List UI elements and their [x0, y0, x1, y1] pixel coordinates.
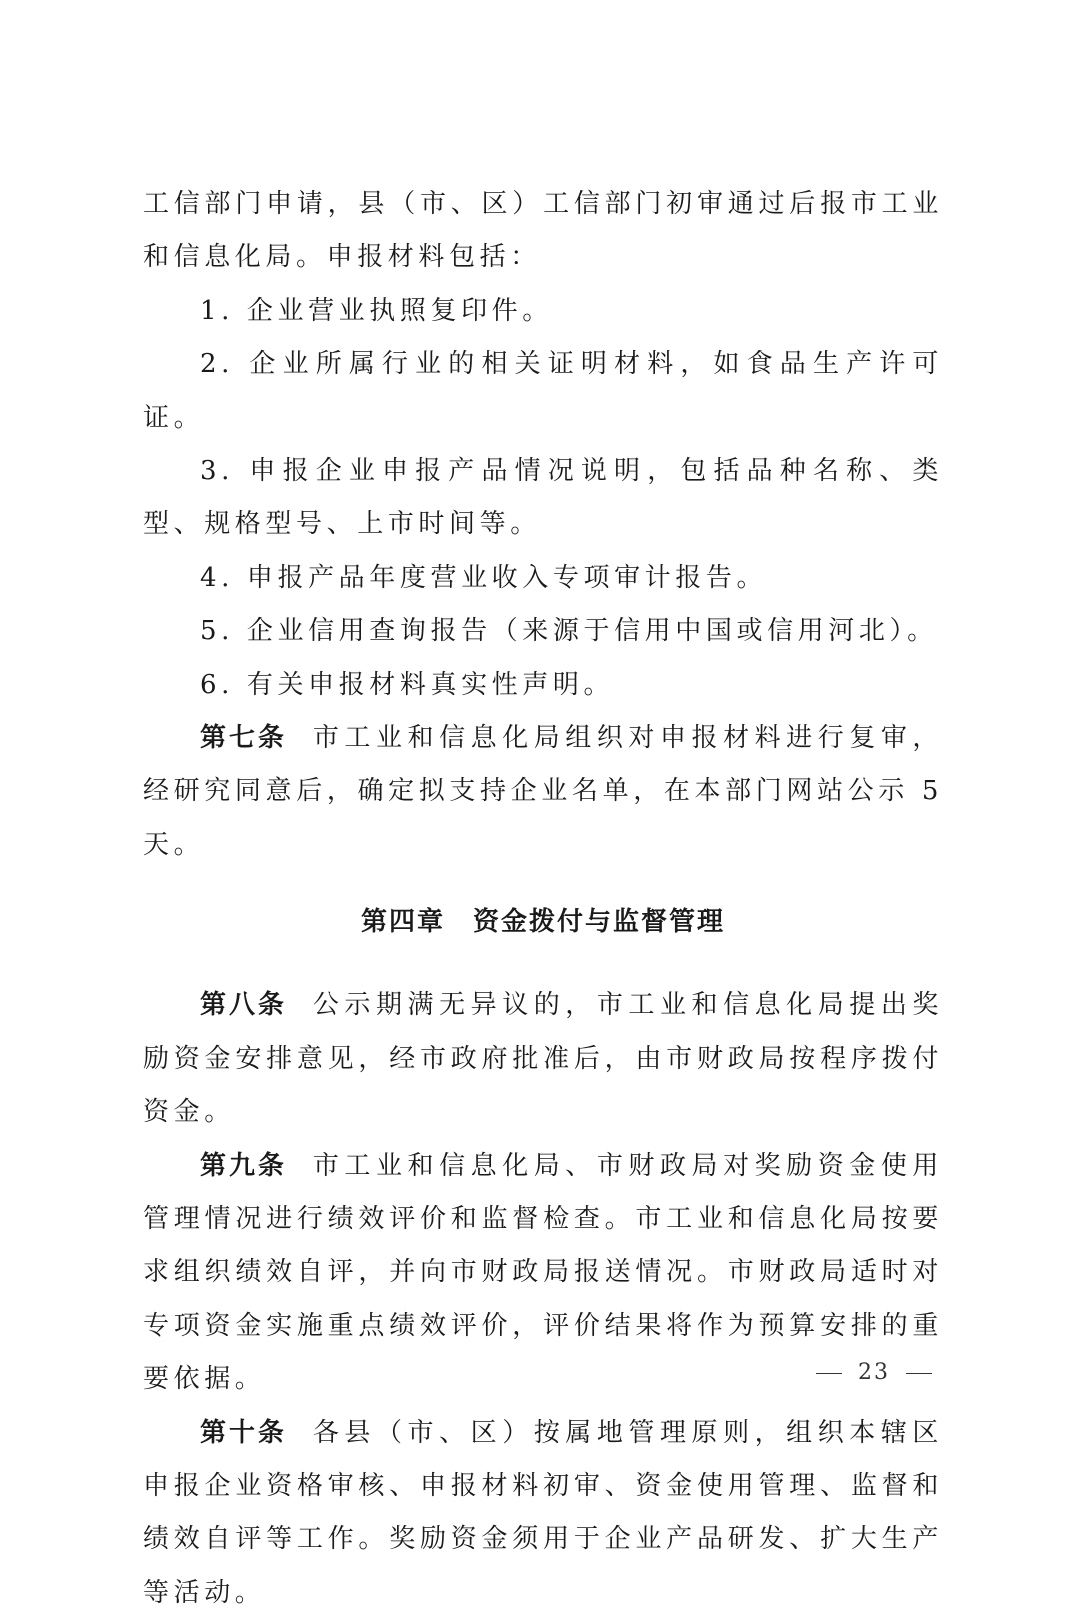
article-label: 第七条 [200, 723, 287, 754]
list-item: 2. 企业所属行业的相关证明材料，如食品生产许可证。 [143, 349, 943, 433]
paragraph-intro: 工信部门申请，县（市、区）工信部门初审通过后报市工业和信息化局。申报材料包括： [143, 189, 943, 273]
list-item: 1. 企业营业执照复印件。 [200, 295, 553, 326]
list-item: 5. 企业信用查询报告（来源于信用中国或信用河北）。 [200, 616, 938, 647]
dash-right [906, 1373, 932, 1374]
article-label: 第八条 [200, 990, 287, 1021]
chapter-number: 第四章 [360, 907, 445, 938]
article-7 [143, 712, 943, 872]
article-label: 第九条 [200, 1150, 287, 1181]
page-number [800, 1360, 948, 1385]
dash-left [816, 1373, 842, 1374]
list-item: 6. 有关申报材料真实性声明。 [200, 669, 615, 700]
document-body [143, 178, 943, 1620]
article-10 [143, 1407, 943, 1620]
article-label: 第十条 [200, 1417, 287, 1448]
chapter-title: 资金拨付与监督管理 [473, 907, 726, 938]
article-text: 市工业和信息化局、市财政局对奖励资金使用管理情况进行绩效评价和监督检查。市工业和信息化局按要求组织绩效自评，并向市财政局报送情况。市财政局适时对专项资金实施重点绩效评价，评价结果将作为预算安排的重要依据。 [143, 1150, 943, 1395]
article-8 [143, 979, 943, 1139]
list-item: 4. 申报产品年度营业收入专项审计报告。 [200, 562, 768, 593]
article-text: 各县（市、区）按属地管理原则，组织本辖区申报企业资格审核、申报材料初审、资金使用管理、监督和绩效自评等工作。奖励资金须用于企业产品研发、扩大生产等活动。 [143, 1417, 943, 1608]
article-text: 公示期满无异议的，市工业和信息化局提出奖励资金安排意见，经市政府批准后，由市财政局按程序拨付资金。 [143, 990, 943, 1128]
page-number-value: 23 [858, 1360, 890, 1385]
article-text: 市工业和信息化局组织对申报材料进行复审，经研究同意后，确定拟支持企业名单，在本部门网站公示 5 天。 [143, 723, 943, 860]
chapter-heading [143, 896, 943, 949]
list-item: 3. 申报企业申报产品情况说明，包括品种名称、类型、规格型号、上市时间等。 [143, 456, 943, 540]
